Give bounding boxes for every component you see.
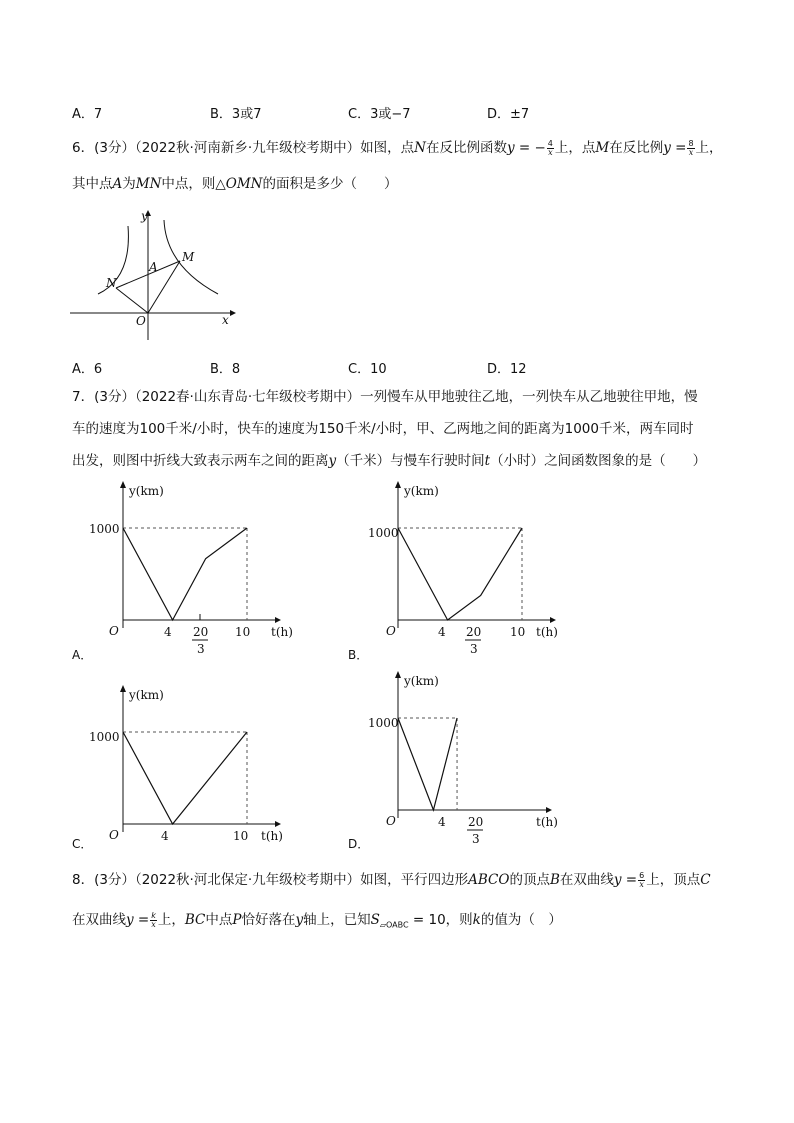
q7-stem-line3: 出发，则图中折线大致表示两车之间的距离y（千米）与慢车行驶时间t（小时）之间函数图象的是（ ） bbox=[72, 453, 707, 469]
t-tick-20-over-3-num: 20 bbox=[193, 625, 209, 639]
q6-option-d: D．12 bbox=[487, 362, 527, 377]
t-tick-20-over-3-num: 20 bbox=[466, 625, 482, 639]
q7-option-d: D． bbox=[348, 837, 370, 851]
q6-stem-line2: 其中点A为MN中点，则△OMN的面积是多少（ ） bbox=[72, 176, 398, 192]
q7-option-b: B． bbox=[348, 648, 369, 662]
label-y: y bbox=[141, 209, 148, 223]
t-tick-10: 10 bbox=[233, 829, 249, 843]
q6-option-b: B．8 bbox=[210, 362, 241, 377]
fraction: $\frac{k}{x}$ bbox=[151, 910, 156, 929]
label-m: M bbox=[182, 250, 195, 264]
q7-option-a: A． bbox=[72, 648, 93, 662]
q8-stem-line1: 8．(3分）（2022秋·河北保定·九年级校考期中）如图，平行四边形ABCO的顶点B在双曲线y = $\frac{6}{x}$ 上，顶点C bbox=[72, 870, 711, 889]
origin-label: O bbox=[386, 814, 396, 828]
t-axis-label: t(h) bbox=[536, 625, 558, 639]
q6-option-a: A．6 bbox=[72, 362, 103, 377]
t-axis-label: t(h) bbox=[536, 815, 558, 829]
y-tick-1000: 1000 bbox=[89, 730, 120, 744]
q5-option-d: D．±7 bbox=[487, 107, 530, 122]
label-n: N bbox=[106, 276, 117, 290]
origin-label: O bbox=[109, 624, 119, 638]
q7-stem-line1: 7．(3分）（2022春·山东青岛·七年级校考期中）一列慢车从甲地驶往乙地，一列快车从乙地驶往甲地，慢 bbox=[72, 389, 698, 405]
y-axis-label: y(km) bbox=[129, 688, 164, 702]
label-a: A bbox=[149, 260, 158, 274]
t-tick-4: 4 bbox=[438, 625, 446, 639]
q8-stem-line2: 在双曲线y = $\frac{k}{x}$ 上，BC中点P恰好落在y轴上，已知$S_{▱OABC} = 10$，则k的值为（ ） bbox=[72, 910, 562, 930]
t-tick-20-over-3-num: 20 bbox=[468, 815, 484, 829]
y-axis-label: y(km) bbox=[404, 674, 439, 688]
q5-option-a: A．7 bbox=[72, 107, 103, 122]
t-axis-label: t(h) bbox=[261, 829, 283, 843]
segment-on bbox=[116, 288, 148, 313]
q7-graph-b bbox=[370, 478, 570, 658]
t-tick-4: 4 bbox=[161, 829, 169, 843]
y-axis-label: y(km) bbox=[129, 484, 164, 498]
y-tick-1000: 1000 bbox=[368, 716, 399, 730]
y-tick-1000: 1000 bbox=[368, 526, 399, 540]
fraction: $\frac{8}{x}$ bbox=[688, 138, 694, 157]
t-tick-20-over-3-den: 3 bbox=[197, 642, 205, 656]
fraction: $\frac{6}{x}$ bbox=[639, 870, 645, 889]
q7-graph-a bbox=[89, 478, 295, 658]
label-x: x bbox=[222, 313, 229, 327]
q7-graph-c bbox=[89, 682, 295, 847]
q7-stem-line2: 车的速度为100千米/小时，快车的速度为150千米/小时，甲、乙两地之间的距离为1000千米，两车同时 bbox=[72, 421, 694, 437]
origin-label: O bbox=[386, 624, 396, 638]
origin-label: O bbox=[109, 828, 119, 842]
distance-polyline bbox=[123, 528, 247, 620]
t-tick-20-over-3-den: 3 bbox=[472, 832, 480, 846]
distance-polyline bbox=[398, 718, 457, 810]
q5-option-b: B．3或7 bbox=[210, 107, 262, 122]
distance-polyline bbox=[123, 732, 247, 824]
q7-graph-d bbox=[370, 668, 570, 848]
t-tick-4: 4 bbox=[164, 625, 172, 639]
t-tick-20-over-3-den: 3 bbox=[470, 642, 478, 656]
y-axis-label: y(km) bbox=[404, 484, 439, 498]
t-tick-10: 10 bbox=[235, 625, 251, 639]
distance-polyline bbox=[398, 528, 522, 620]
t-tick-4: 4 bbox=[438, 815, 446, 829]
y-tick-1000: 1000 bbox=[89, 522, 120, 536]
q6-option-c: C．10 bbox=[348, 362, 387, 377]
t-tick-10: 10 bbox=[510, 625, 526, 639]
q5-option-c: C．3或−7 bbox=[348, 107, 411, 122]
q7-option-c: C． bbox=[72, 837, 93, 851]
fraction: $\frac{4}{x}$ bbox=[547, 138, 553, 157]
q6-figure bbox=[70, 208, 240, 343]
t-axis-label: t(h) bbox=[271, 625, 293, 639]
q6-stem-line1: 6．(3分）（2022秋·河南新乡·九年级校考期中）如图，点N在反比例函数y = − $\frac{4}{x}$ 上，点M在反比例y = $\frac{8}{x}$ 上， bbox=[72, 138, 723, 157]
label-o: O bbox=[136, 314, 146, 328]
